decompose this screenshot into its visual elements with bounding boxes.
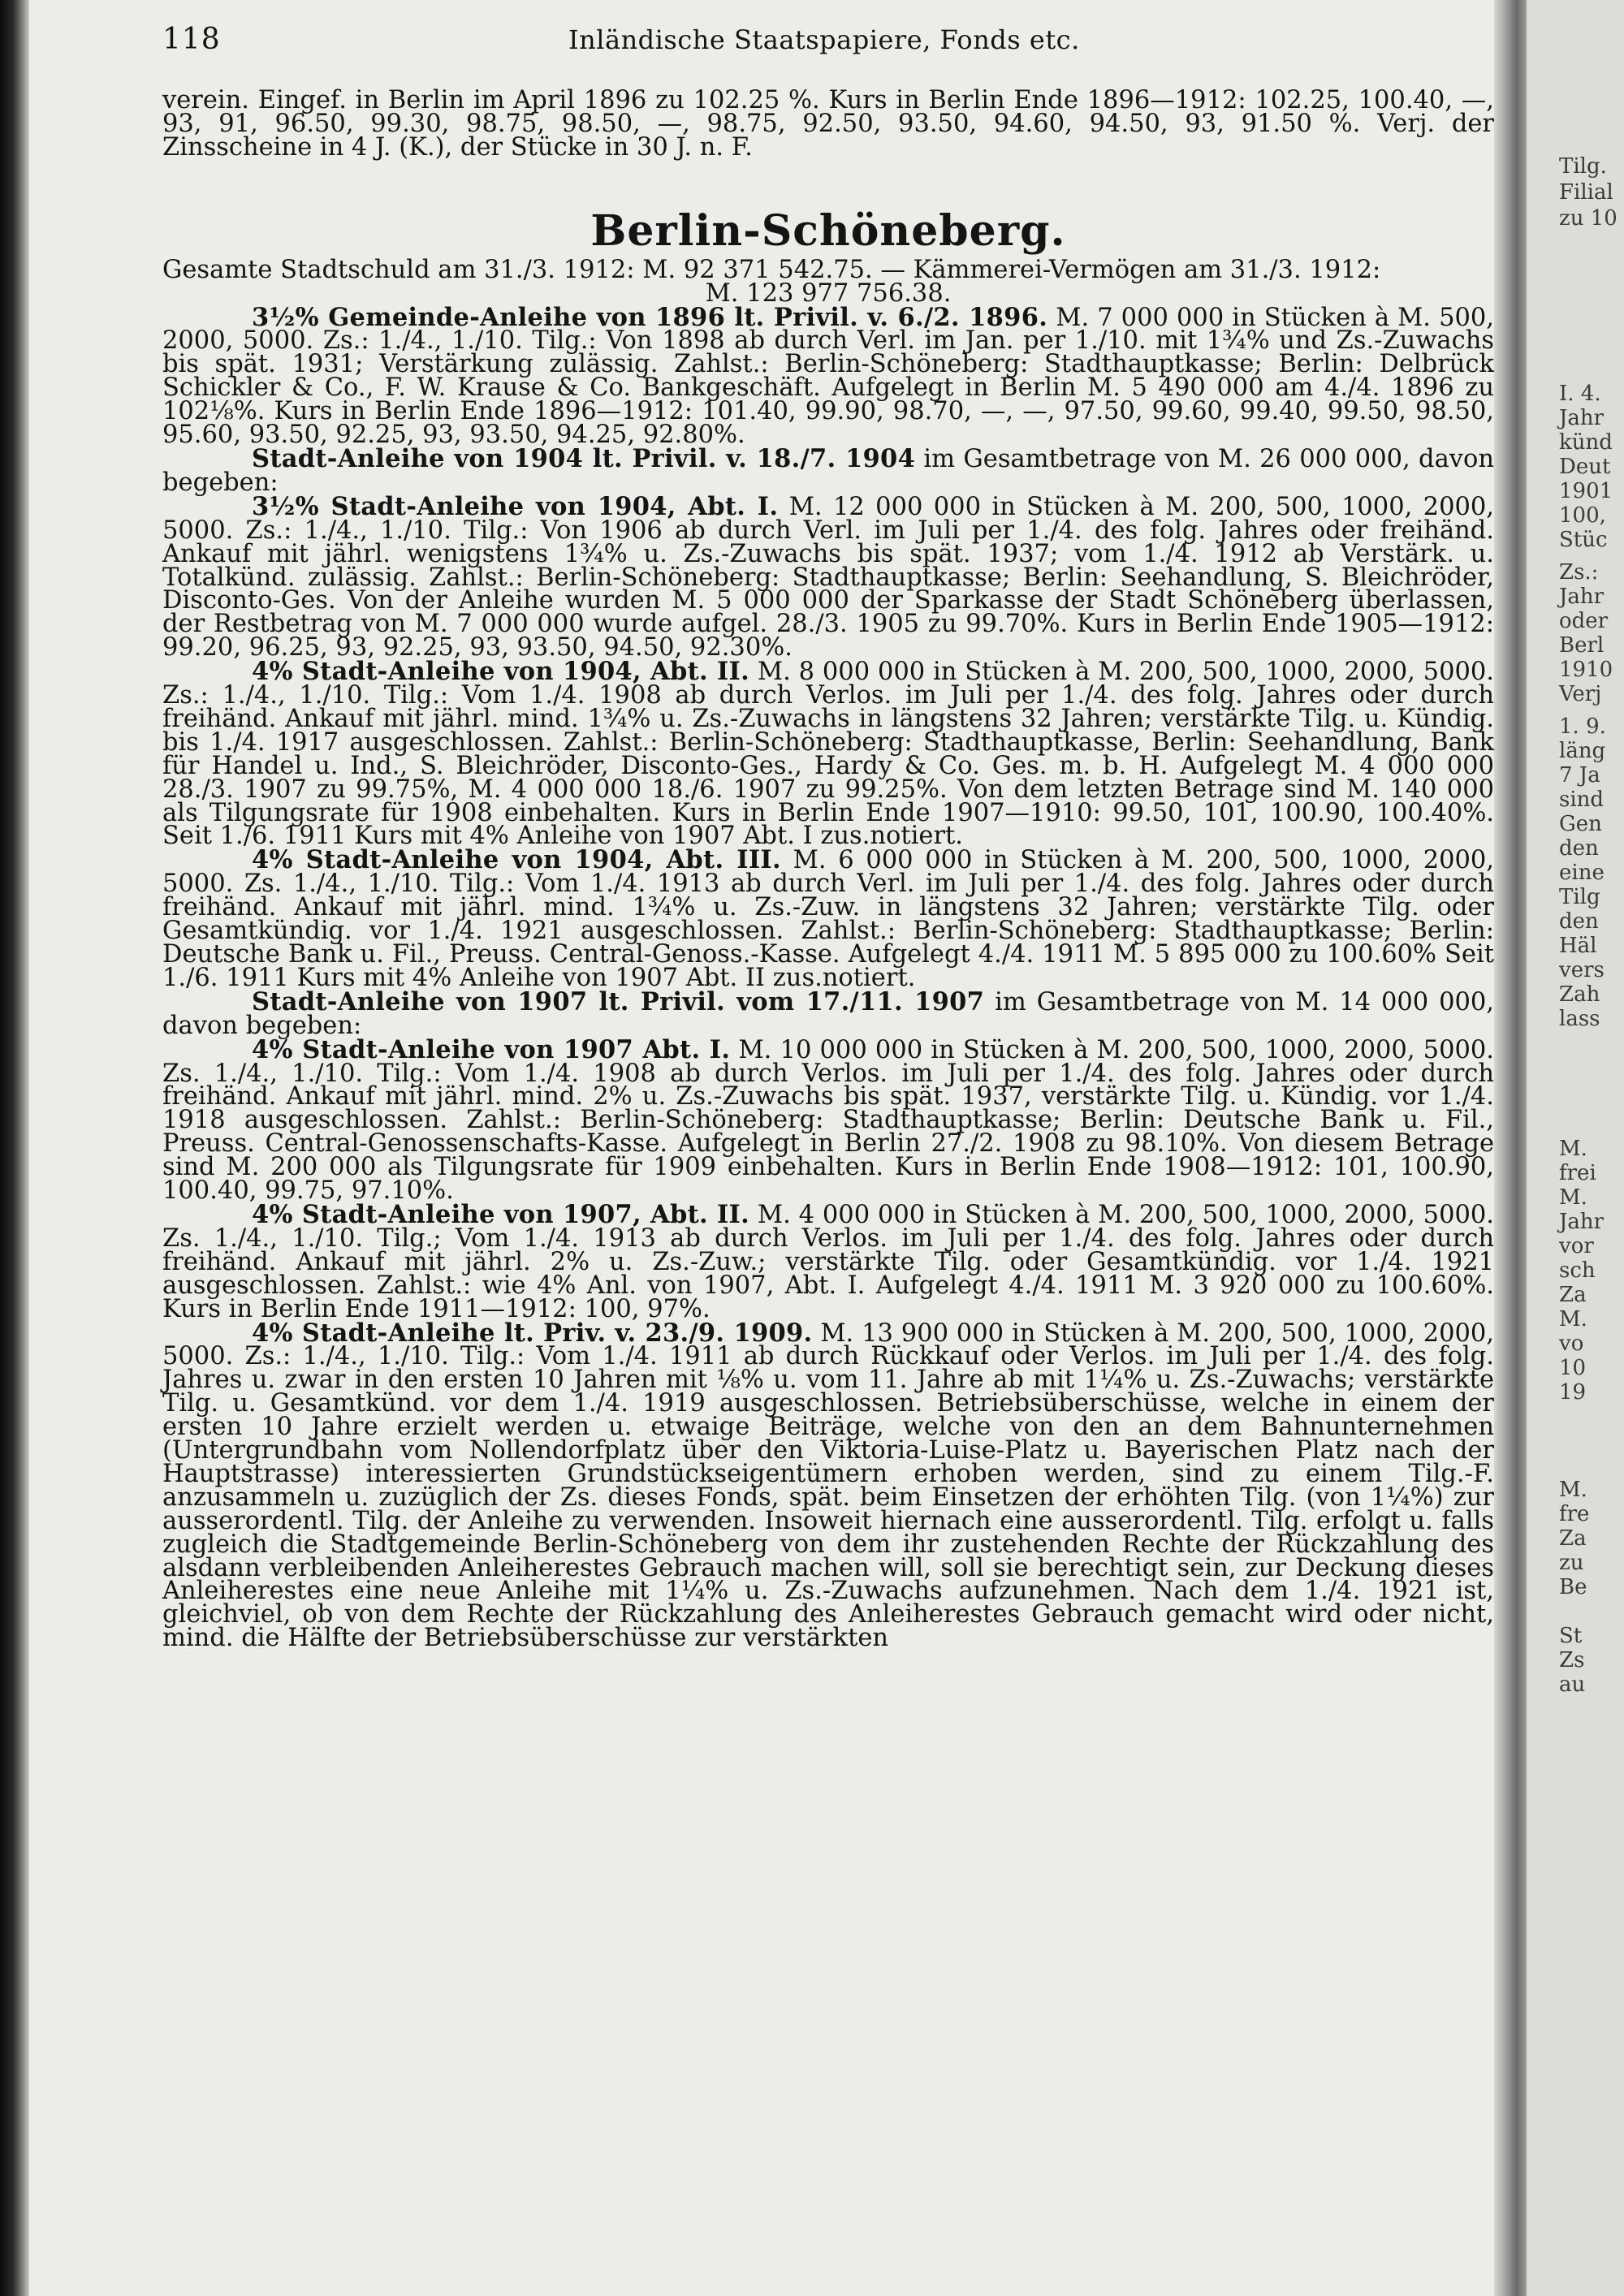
section-heading: Berlin-Schöneberg.	[590, 205, 1066, 256]
facing-page-fragment: Tilg	[1559, 885, 1600, 909]
facing-page-fragment: Häl	[1559, 934, 1597, 958]
loan-entry	[162, 1199, 1494, 1323]
facing-page-fragment: Berl	[1559, 633, 1605, 658]
facing-page-fragment: Jahr	[1559, 1210, 1605, 1234]
loan-title: 4% Stadt-Anleihe von 1907 Abt. I.	[252, 1034, 731, 1064]
facing-page-fragment: Stüc	[1559, 528, 1608, 552]
facing-page-fragment: sch	[1559, 1258, 1596, 1283]
loan-title: 4% Stadt-Anleihe lt. Priv. v. 23./9. 1909.	[252, 1318, 813, 1348]
loan-body: im Gesamtbetrage von M. 14 000 000, davon begeben:	[162, 987, 1494, 1040]
facing-page-fragment: fre	[1559, 1502, 1590, 1526]
facing-page-fragment: Jahr	[1559, 406, 1605, 430]
loan-entry	[162, 491, 1494, 662]
facing-page-fragment: Zs	[1559, 1648, 1585, 1672]
facing-page-fragment: 100,	[1559, 503, 1606, 528]
facing-page-fragment: vor	[1559, 1234, 1594, 1258]
facing-page-fragment: eine	[1559, 861, 1605, 885]
city-debt-summary: Gesamte Stadtschuld am 31./3. 1912: M. 92 371 542.75. — Kämmerei-Vermögen am 31./3. 1912:	[162, 255, 1381, 284]
loan-title: 3½% Stadt-Anleihe von 1904, Abt. I.	[252, 491, 779, 521]
facing-page-fragment: au	[1559, 1672, 1586, 1697]
loan-title: 4% Stadt-Anleihe von 1904, Abt. III.	[252, 845, 781, 875]
facing-page-fragment: künd	[1559, 430, 1613, 455]
facing-page-sliver	[1527, 0, 1624, 2296]
page-content	[162, 86, 1495, 1653]
loan-body: M. 10 000 000 in Stücken à M. 200, 500, 1000, 2000, 5000. Zs. 1./4., 1./10. Tilg.: Vom 1./4. 1908 ab durch Verlos. im Juli per 1./4. des folg. Jahres oder durch freihänd. Ankauf mit jährl. mind. 2% u. Zs.-Zuwachs bis spät. 1937, verstärkte Tilg. u. Kündig. vor 1./4. 1918 ausgeschlossen. Zahlst.: Berlin-Schöneberg: Stadthauptkasse; Berlin: Deutsche Bank u. Fil., Preuss. Central-Genossenschafts-Kasse. Aufgelegt in Berlin 27./2. 1908 zu 98.10%. Von diesem Betrage sind M. 200 000 als Tilgungsrate für 1909 einbehalten. Kurs in Berlin Ende 1908—1912: 101, 100.90, 100.40, 99.75, 97.10%.	[162, 1035, 1494, 1206]
intro-paragraph: verein. Eingef. in Berlin im April 1896 zu 102.25 %. Kurs in Berlin Ende 1896—1912: 102.25, 100.40, —, 93, 91, 96.50, 99.30, 98.75, 98.50, —, 98.75, 92.50, 93.50, 94.60, 94.50, 93, 91.50 %. Verj. der Zinsscheine in 4 J. (K.), der Stücke in 30 J. n. F.	[162, 86, 1494, 162]
facing-page-fragment: M.	[1559, 1307, 1587, 1331]
facing-page-fragment: oder	[1559, 609, 1609, 633]
loan-body: M. 12 000 000 in Stücken à M. 200, 500, 1000, 2000, 5000. Zs.: 1./4., 1./10. Tilg.: Von 1906 ab durch Verl. im Juli per 1./4. des folg. Jahres oder freihänd. Ankauf mit jährl. wenigstens 1¾% u. Zs.-Zuwachs bis spät. 1937; vom 1./4. 1912 ab Verstärk. u. Totalkünd. zulässig. Zahlst.: Berlin-Schöneberg: Stadthauptkasse; Berlin: Seehandlung, S. Bleichröder, Disconto-Ges. Von der Anleihe wurden M. 5 000 000 der Sparkasse der Stadt Schöneberg überlassen, der Restbetrag von M. 7 000 000 wurde aufgel. 28./3. 1905 zu 99.70%. Kurs in Berlin Ende 1905—1912: 99.20, 96.25, 93, 92.25, 93, 93.50, 94.50, 92.30%.	[162, 492, 1494, 662]
facing-page-fragment: Za	[1559, 1283, 1587, 1307]
facing-page-fragment: 1. 9.	[1559, 714, 1606, 739]
loan-entry	[162, 845, 1495, 992]
loan-body: M. 13 900 000 in Stücken à M. 200, 500, 1000, 2000, 5000. Zs.: 1./4., 1./10. Tilg.: Vom 1./4. 1911 ab durch Rückkauf oder Verlos. im Juli per 1./4. des folg. Jahres u. zwar in den ersten 10 Jahren mit ⅛% u. vom 11. Jahre ab mit 1¼% u. Zs.-Zuwachs; verstärkte Tilg. u. Gesamtkünd. vor dem 1./4. 1919 ausgeschlossen. Betriebsüberschüsse, welche in einem der ersten 10 Jahre erzielt werden u. etwaige Beiträge, welche von den an dem Bahnunternehmen (Untergrundbahn vom Nollendorfplatz über den Viktoria-Luise-Platz u. Bayerischen Platz nach der Hauptstrasse) interessierten Grundstückseigentümern erhoben werden, sind zu einem Tilg.-F. anzusammeln u. zuzüglich der Zs. dieses Fonds, spät. beim Einsetzen der erhöhten Tilg. (von 1¼%) zur ausserordentl. Tilg. der Anleihe zu verwenden. Insoweit hiernach eine ausserordentl. Tilg. erfolgt u. falls zugleich die Stadtgemeinde Berlin-Schöneberg von dem ihr zustehenden Rechte der Rückzahlung des alsdann verbleibenden Anleiherestes Gebrauch machen will, soll sie berechtigt sein, zur Deckung dieses Anleiherestes eine neue Anleihe mit 1¼% u. Zs.-Zuwachs aufzunehmen. Nach dem 1./4. 1921 ist, gleichviel, ob von dem Rechte der Rückzahlung des Anleiherestes Gebrauch gemacht wird oder nicht, mind. die Hälfte der Betriebsüberschüsse zur verstärkten	[162, 1318, 1494, 1653]
loan-entry	[162, 302, 1494, 450]
facing-page-fragment: Be	[1559, 1575, 1587, 1599]
facing-page-fragment: M.	[1559, 1185, 1587, 1210]
page-number: 118	[162, 23, 221, 56]
loan-title: 4% Stadt-Anleihe von 1904, Abt. II.	[252, 657, 750, 687]
facing-page-fragment: Tilg.	[1559, 154, 1607, 179]
facing-page-fragment: M.	[1559, 1137, 1587, 1161]
page-gutter	[1494, 0, 1527, 2296]
facing-page-fragment: frei	[1559, 1161, 1596, 1185]
facing-page-fragment: sind	[1559, 788, 1605, 812]
facing-page-fragment: zu	[1559, 1551, 1584, 1575]
facing-page-fragment: M.	[1559, 1478, 1587, 1502]
loan-title: Stadt-Anleihe von 1904 lt. Privil. v. 18./7. 1904	[252, 443, 916, 473]
loan-body: M. 8 000 000 in Stücken à M. 200, 500, 1000, 2000, 5000. Zs.: 1./4., 1./10. Tilg.: Vom 1./4. 1908 ab durch Verlos. im Juli per 1./4. des folg. Jahres oder durch freihänd. Ankauf mit jährl. mind. 1¾% u. Zs.-Zuwachs in längstens 32 Jahren; verstärkte Tilg. u. Kündig. bis 1./4. 1917 ausgeschlossen. Zahlst.: Berlin-Schöneberg: Stadthauptkasse, Berlin: Seehandlung, Bank für Handel u. Ind., S. Bleichröder, Disconto-Ges., Hardy & Co. Ges. m. b. H. Aufgelegt M. 4 000 000 28./3. 1907 zu 99.75%, M. 4 000 000 18./6. 1907 zu 99.25%. Von dem letzten Betrage sind M. 140 000 als Tilgungsrate für 1908 einbehalten. Kurs in Berlin Ende 1907—1910: 99.50, 101, 100.90, 100.40%. Seit 1./6. 1911 Kurs mit 4% Anleihe von 1907 Abt. I zus.notiert.	[162, 658, 1494, 851]
facing-page-fragment: den	[1559, 909, 1599, 934]
facing-page-fragment: Za	[1559, 1526, 1587, 1551]
facing-page-fragment: vo	[1559, 1331, 1584, 1356]
facing-page-fragment: 1910	[1559, 658, 1613, 682]
running-head-title: Inländische Staatspapiere, Fonds etc.	[568, 24, 1080, 55]
facing-page-fragment: vers	[1559, 958, 1605, 982]
facing-page-fragment: Zs.:	[1559, 560, 1599, 585]
loan-title: 4% Stadt-Anleihe von 1907, Abt. II.	[252, 1199, 750, 1229]
facing-page-fragment: Zah	[1559, 982, 1600, 1007]
loan-body: M. 7 000 000 in Stücken à M. 500, 2000, 5000. Zs.: 1./4., 1./10. Tilg.: Von 1898 ab durch Verl. im Jan. per 1./10. mit 1¾% und Zs.-Zuwachs bis spät. 1931; Verstärkung zulässig. Zahlst.: Berlin-Schöneberg: Stadthauptkasse; Berlin: Delbrück Schickler & Co., F. W. Krause & Co. Bankgeschäft. Aufgelegt in Berlin M. 5 490 000 am 4./4. 1896 zu 102⅛%. Kurs in Berlin Ende 1896—1912: 101.40, 99.90, 98.70, —, —, 97.50, 99.60, 99.40, 99.50, 98.50, 95.60, 93.50, 92.25, 93, 93.50, 94.25, 92.80%.	[162, 303, 1494, 450]
facing-page-fragment: läng	[1559, 739, 1606, 763]
facing-page-fragment: 10	[1559, 1356, 1587, 1380]
loan-title: 3½% Gemeinde-Anleihe von 1896 lt. Privil. v. 6./2. 1896.	[252, 302, 1048, 332]
running-head	[162, 23, 1494, 58]
facing-page-fragment: St	[1559, 1624, 1583, 1648]
facing-page-fragment: Jahr	[1559, 585, 1605, 609]
facing-page-fragment: Gen	[1559, 812, 1602, 836]
loan-entry	[162, 657, 1494, 851]
city-assets-summary: M. 123 977 756.38.	[705, 278, 952, 308]
loan-entry	[162, 1034, 1494, 1206]
facing-page-fragment: 19	[1559, 1380, 1587, 1405]
facing-page-fragment: den	[1559, 836, 1599, 861]
facing-page-fragment: lass	[1559, 1007, 1600, 1031]
scan-edge-left	[0, 0, 29, 2296]
facing-page-fragment: I. 4.	[1559, 382, 1601, 406]
loan-body: im Gesamtbetrage von M. 26 000 000, davon begeben:	[162, 444, 1494, 497]
loan-body: M. 6 000 000 in Stücken à M. 200, 500, 1000, 2000, 5000. Zs. 1./4., 1./10. Tilg.: Vom 1./4. 1913 ab durch Verl. im Juli per 1./4. des folg. Jahres oder durch freihänd. Ankauf mit jährl. mind. 1¾% u. Zs.-Zuw. in längstens 32 Jahren; verstärkte Tilg. oder Gesamtkündig. vor 1./4. 1921 ausgeschlossen. Zahlst.: Berlin-Schöneberg: Stadthauptkasse; Berlin: Deutsche Bank u. Fil., Preuss. Central-Genoss.-Kasse. Aufgelegt 4./4. 1911 M. 5 895 000 zu 100.60% Seit 1./6. 1911 Kurs mit 4% Anleihe von 1907 Abt. II zus.notiert.	[162, 846, 1495, 992]
facing-page-fragment: Deut	[1559, 455, 1611, 479]
facing-page-fragment: Verj	[1559, 682, 1602, 706]
facing-page-fragment: 7 Ja	[1559, 763, 1600, 788]
loan-entry	[162, 443, 1494, 497]
loan-body: M. 4 000 000 in Stücken à M. 200, 500, 1000, 2000, 5000. Zs. 1./4., 1./10. Tilg.; Vom 1./4. 1913 ab durch Verlos. im Juli per 1./4. des folg. Jahres oder durch freihänd. Ankauf mit jährl. 2% u. Zs.-Zuw.; verstärkte Tilg. oder Gesamtkündig. vor 1./4. 1921 ausgeschlossen. Zahlst.: wie 4% Anl. von 1907, Abt. I. Aufgelegt 4./4. 1911 M. 3 920 000 zu 100.60%. Kurs in Berlin Ende 1911—1912: 100, 97%.	[162, 1200, 1494, 1323]
loan-entry	[162, 1318, 1494, 1653]
facing-page-fragment: zu 10	[1559, 206, 1618, 231]
facing-page-fragment: 1901	[1559, 479, 1613, 503]
loan-title: Stadt-Anleihe von 1907 lt. Privil. vom 17./11. 1907	[252, 986, 985, 1016]
loan-entry	[162, 986, 1494, 1040]
facing-page-fragment: Filial	[1559, 180, 1613, 205]
